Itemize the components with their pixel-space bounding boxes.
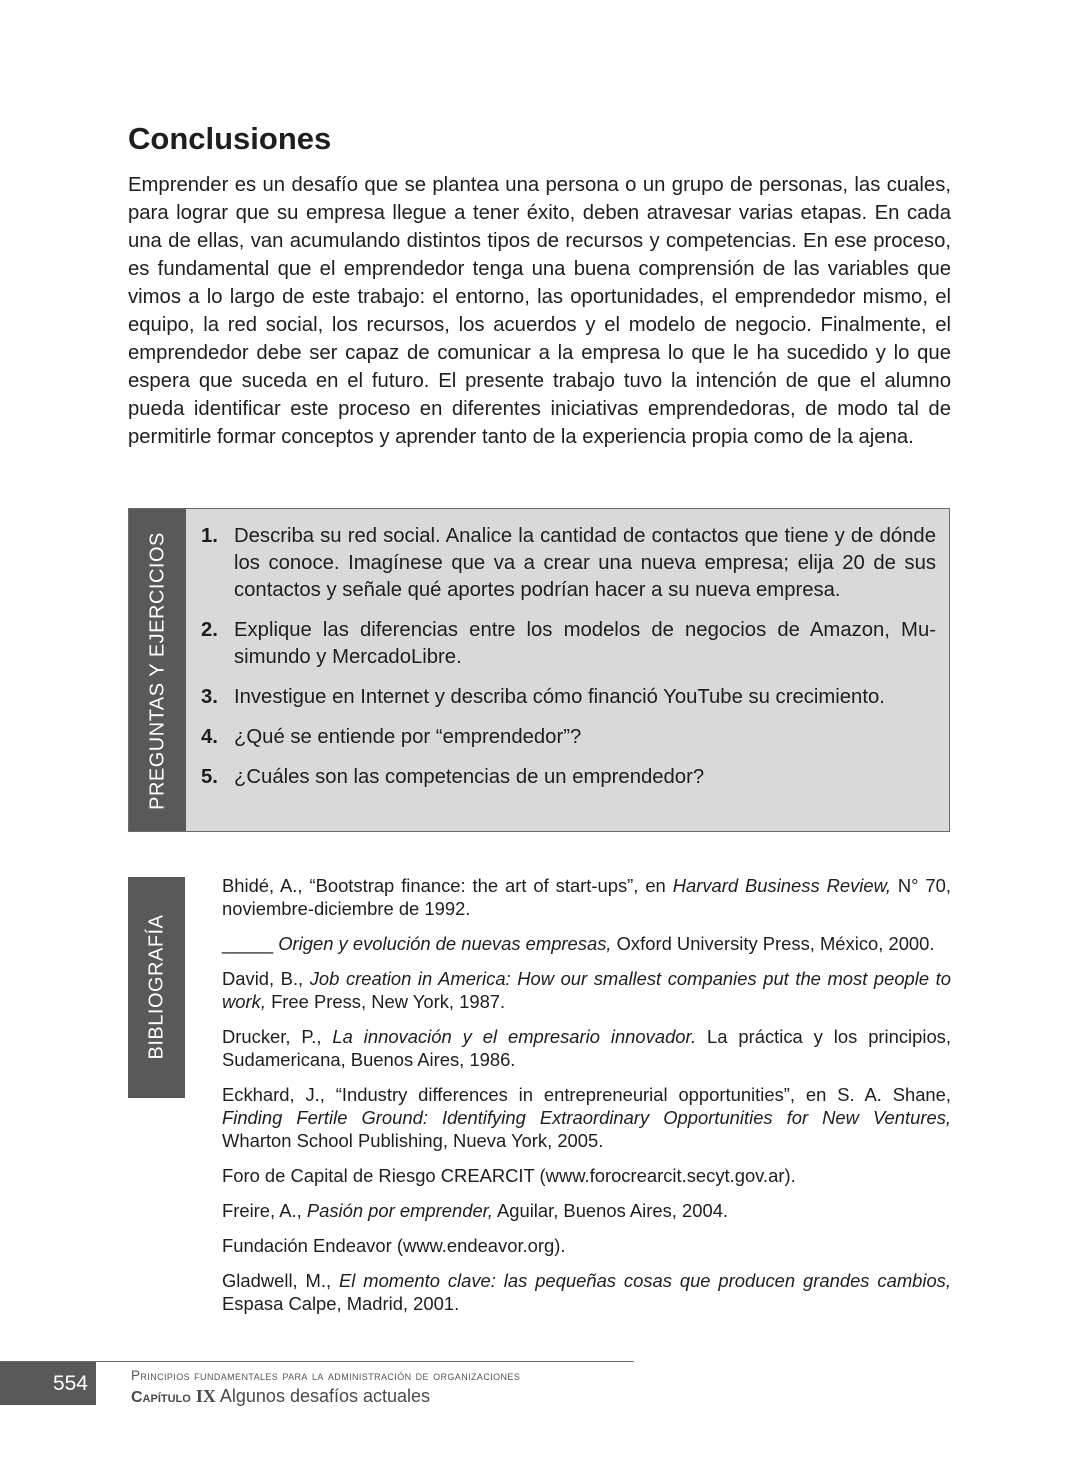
bib-author: Freire, A., <box>222 1200 307 1221</box>
questions-label: PREGUNTAS Y EJERCICIOS <box>146 532 169 810</box>
bib-details: Aguilar, Buenos Aires, 2004. <box>492 1200 729 1221</box>
questions-list <box>201 523 936 804</box>
bib-author: Drucker, P., <box>222 1026 333 1047</box>
question-number: 4. <box>201 726 218 748</box>
question-text: ¿Cuáles son las competencias de un emprendedor? <box>234 766 705 788</box>
bib-details: N° 70, noviembre-diciembre de 1992. <box>222 875 951 919</box>
section-title: Conclusiones <box>128 121 332 156</box>
bib-author: David, B., <box>222 968 310 989</box>
conclusion-paragraph: Emprender es un desafío que se plantea una persona o un grupo de personas, las cuales, para lograr que su empresa llegue a tener éxito, deben atravesar varias etapas. En cada una de ellas, van acumulando distintos tipos de recursos y competencias. En ese proceso, es fundamental que el emprendedor tenga una buena comprensión de las variables que vimos a lo largo de este trabajo: el entorno, las oportunidades, el emprendedor mismo, el equipo, la red social, los recursos, los acuerdos y el modelo de negocio. Finalmente, el emprendedor debe ser capaz de comunicar a la empresa lo que le ha sucedido y lo que espera que suceda en el futuro. El presente trabajo tuvo la intención de que el alumno pueda identificar este proceso en diferentes iniciativas emprendedoras, de modo tal de permitirle formar conceptos y aprender tanto de la experiencia propia como de la ajena. <box>128 174 951 448</box>
bibliography-entry <box>222 1234 951 1257</box>
bib-title: Job creation in America: How our smallest companies put the most people to work, <box>222 968 951 1012</box>
question-item <box>201 764 936 791</box>
chapter-line <box>131 1386 430 1407</box>
bib-title: La innovación y el empresario innovador. <box>332 1026 697 1047</box>
bib-author: Gladwell, M., <box>222 1270 339 1291</box>
bib-title: Finding Fertile Ground: Identifying Extraordinary Opportunities for New Ventures, <box>222 1107 951 1128</box>
bibliography-entry <box>222 967 951 1013</box>
questions-sidebar <box>129 509 186 831</box>
question-item <box>201 684 936 711</box>
bib-author: Foro de Capital de Riesgo CREARCIT (www.forocrearcit.secyt.gov.ar). <box>222 1165 796 1186</box>
bib-author: Fundación Endeavor (www.endeavor.org). <box>222 1235 566 1256</box>
bib-details: La práctica y los principios, Sudamericana, Buenos Aires, 1986. <box>222 1026 951 1070</box>
bibliography-entry <box>222 932 951 955</box>
page-number: 554 <box>52 1371 88 1395</box>
chapter-label: Capítulo <box>131 1389 191 1406</box>
questions-box <box>128 508 950 832</box>
question-number: 3. <box>201 686 218 708</box>
bib-details: Espasa Calpe, Madrid, 2001. <box>222 1293 460 1314</box>
bib-details: Free Press, New York, 1987. <box>265 991 506 1012</box>
bib-author: Eckhard, J., “Industry differences in entrepreneurial opportunities”, en S. A. Shane, <box>222 1084 951 1105</box>
question-text: ¿Qué se entiende por “emprendedor”? <box>234 726 582 748</box>
bibliography-entry <box>222 1199 951 1222</box>
bibliography-list <box>222 874 951 1327</box>
bib-details: Oxford University Press, México, 2000. <box>611 933 935 954</box>
bibliography-entry <box>222 1269 951 1315</box>
page-number-box <box>0 1362 96 1405</box>
question-number: 1. <box>201 525 218 547</box>
question-text: Describa su red social. Analice la cantidad de contactos que tiene y de dónde los conoce. Imagínese que va a crear una nueva empresa; elija 20 de sus contactos y señale qué aportes podrían hacer a su nueva empresa. <box>234 525 936 601</box>
bibliography-label: BIBLIOGRAFÍA <box>145 914 168 1060</box>
question-item <box>201 724 936 751</box>
bibliography-entry <box>222 874 951 920</box>
bibliography-entry <box>222 1083 951 1152</box>
bib-author: Bhidé, A., “Bootstrap finance: the art of start-ups”, en <box>222 875 673 896</box>
bib-details: Wharton School Publishing, Nueva York, 2005. <box>222 1130 604 1151</box>
bib-title: Pasión por emprender, <box>306 1200 493 1221</box>
bibliography-entry <box>222 1025 951 1071</box>
question-item <box>201 617 936 671</box>
question-item <box>201 523 936 604</box>
bib-title: Harvard Business Review, <box>672 875 891 896</box>
question-text: Investigue en Internet y describa cómo financió YouTube su crecimiento. <box>234 686 885 708</box>
bib-author: _____ <box>222 933 279 954</box>
chapter-number: IX <box>195 1386 216 1406</box>
question-text: Explique las diferencias entre los modelos de negocios de Amazon, Musimundo y MercadoLibre. <box>234 619 936 668</box>
question-number: 2. <box>201 619 218 641</box>
bibliography-entry <box>222 1164 951 1187</box>
bib-title: Origen y evolución de nuevas empresas, <box>278 933 612 954</box>
book-title: Principios fundamentales para la administración de organizaciones <box>131 1368 521 1383</box>
bib-title: El momento clave: las pequeñas cosas que producen grandes cambios, <box>339 1270 951 1291</box>
question-number: 5. <box>201 766 218 788</box>
chapter-title: Algunos desafíos actuales <box>219 1386 431 1406</box>
bibliography-sidebar <box>128 877 185 1098</box>
